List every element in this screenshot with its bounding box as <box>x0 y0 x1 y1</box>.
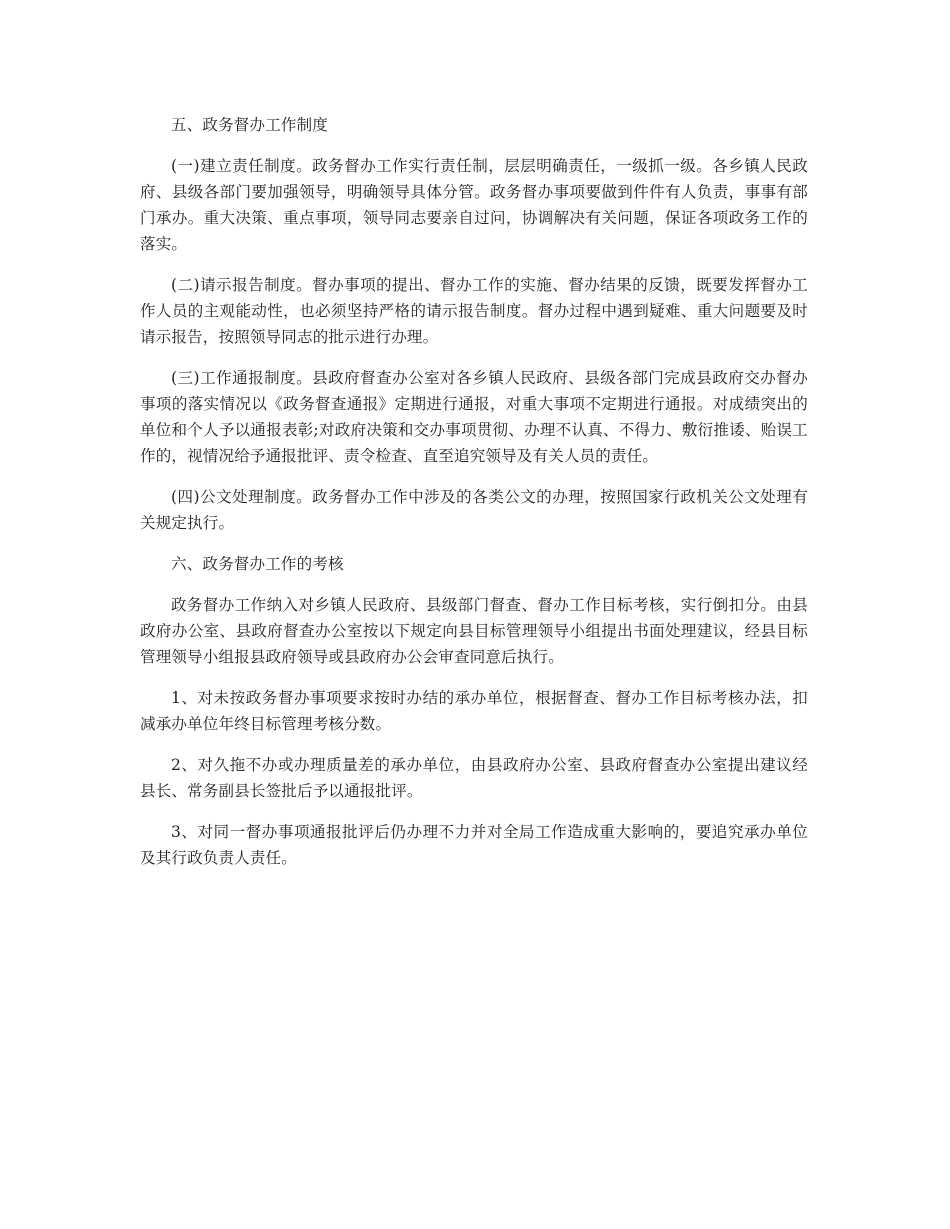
paragraph-assessment-intro: 政务督办工作纳入对乡镇人民政府、县级部门督查、督办工作目标考核，实行倒扣分。由县政府办公室、县政府督查办公室按以下规定向县目标管理领导小组提出书面处理建议，经县目标管理领导小组报县政府领导或县政府办公会审查同意后执行。 <box>140 596 808 666</box>
section-heading-5: 五、政务督办工作制度 <box>171 116 329 134</box>
paragraph-document-handling-system: (四)公文处理制度。政务督办工作中涉及的各类公文的办理，按照国家行政机关公文处理有关规定执行。 <box>140 488 808 532</box>
list-item-assessment-1: 1、对未按政务督办事项要求按时办结的承办单位，根据督查、督办工作目标考核办法，扣减承办单位年终目标管理考核分数。 <box>140 689 808 733</box>
paragraph-notification-system: (三)工作通报制度。县政府督查办公室对各乡镇人民政府、县级各部门完成县政府交办督办事项的落实情况以《政务督查通报》定期进行通报，对重大事项不定期进行通报。对成绩突出的单位和个人予以通报表彰;对政府决策和交办事项贯彻、办理不认真、不得力、敷衍推诿、贻误工作的，视情况给予通报批评、责令检查、直至追究领导及有关人员的责任。 <box>140 369 808 465</box>
paragraph-responsibility-system: (一)建立责任制度。政务督办工作实行责任制，层层明确责任，一级抓一级。各乡镇人民政府、县级各部门要加强领导，明确领导具体分管。政务督办事项要做到件件有人负责，事事有部门承办。重大决策、重点事项，领导同志要亲自过问，协调解决有关问题，保证各项政务工作的落实。 <box>140 157 808 253</box>
section-heading-6: 六、政务督办工作的考核 <box>171 555 344 573</box>
list-item-assessment-2: 2、对久拖不办或办理质量差的承办单位，由县政府办公室、县政府督查办公室提出建议经县长、常务副县长签批后予以通报批评。 <box>140 756 808 800</box>
paragraph-report-system: (二)请示报告制度。督办事项的提出、督办工作的实施、督办结果的反馈，既要发挥督办工作人员的主观能动性，也必须坚持严格的请示报告制度。督办过程中遇到疑难、重大问题要及时请示报告，按照领导同志的批示进行办理。 <box>140 276 808 346</box>
list-item-assessment-3: 3、对同一督办事项通报批评后仍办理不力并对全局工作造成重大影响的，要追究承办单位及其行政负责人责任。 <box>140 823 808 867</box>
document-body <box>140 112 808 886</box>
